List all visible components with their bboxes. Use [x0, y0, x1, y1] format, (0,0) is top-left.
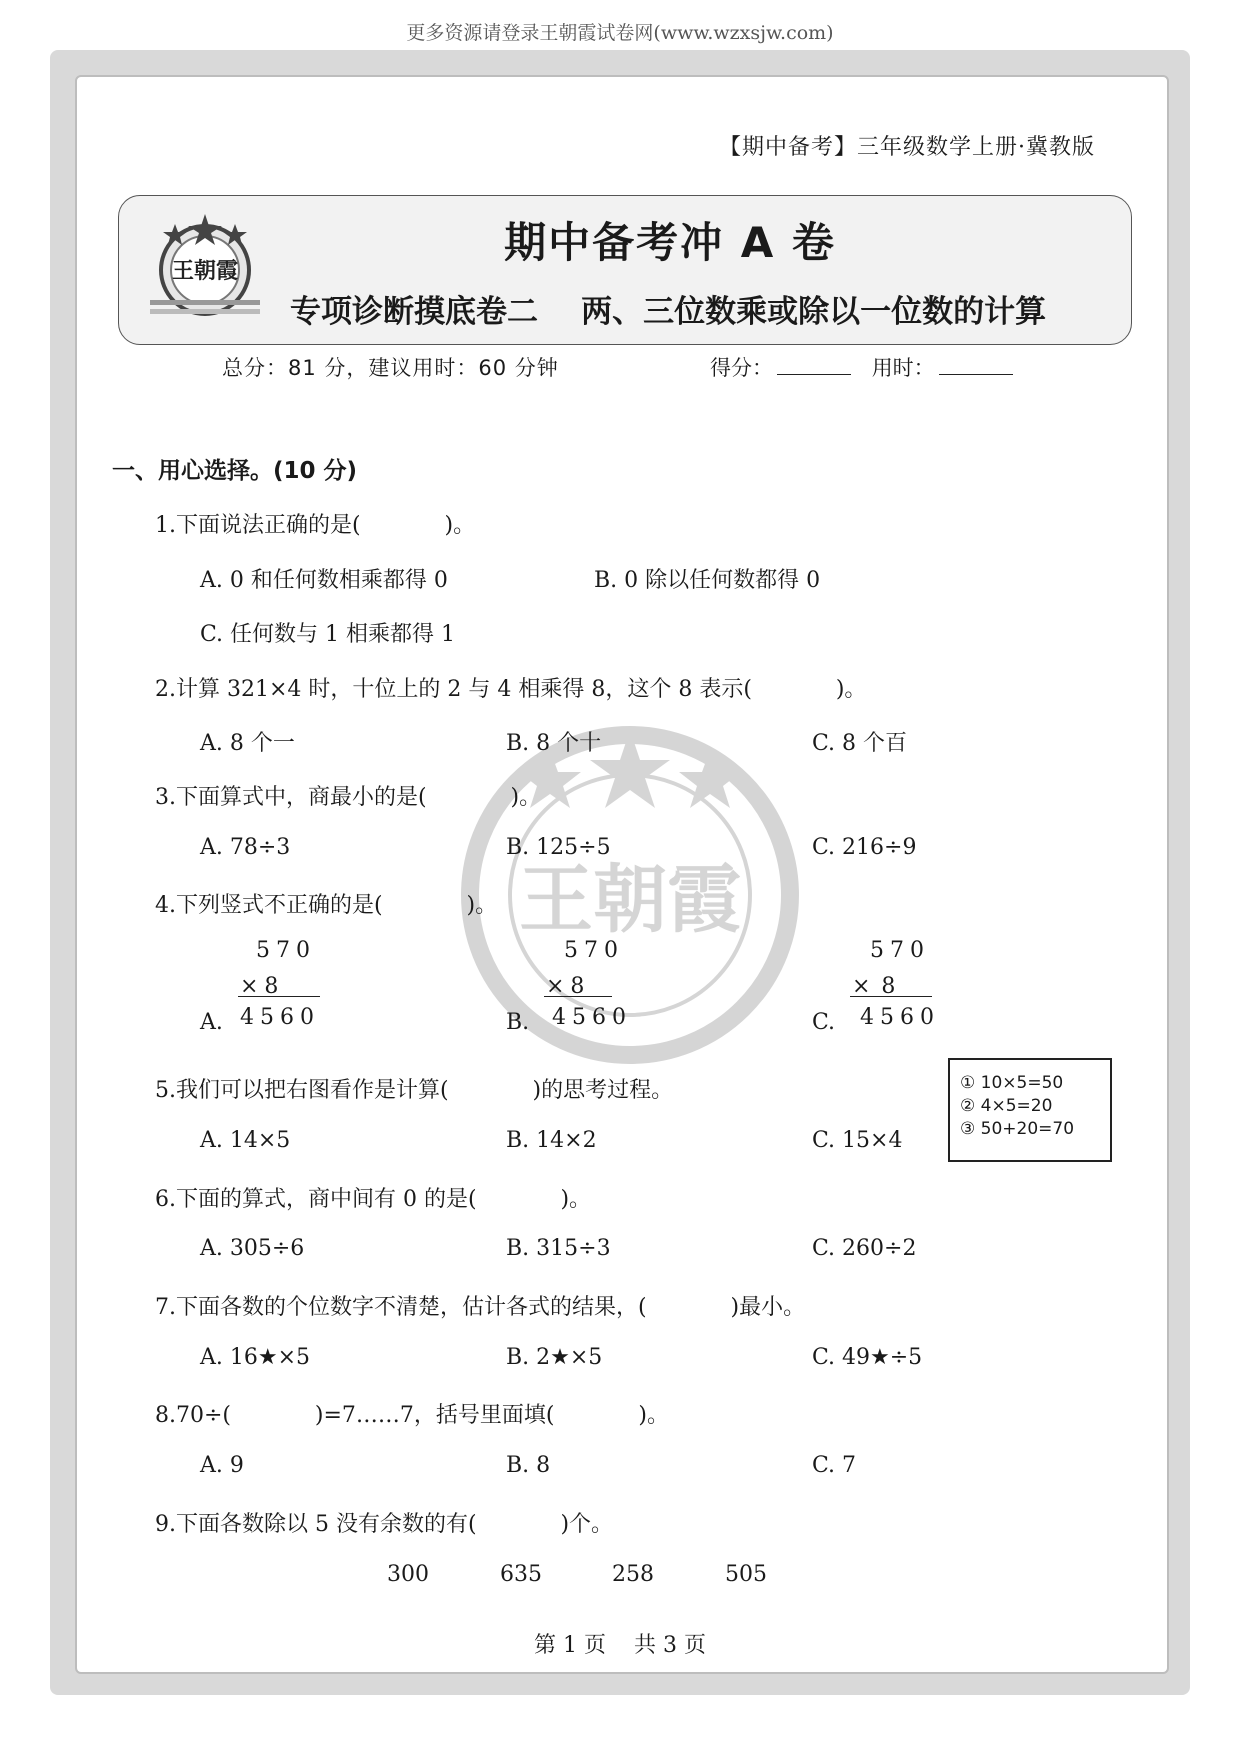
svg-text:王朝霞: 王朝霞	[519, 857, 741, 943]
hint-line: ① 10×5=50	[960, 1073, 1064, 1093]
option[interactable]: C. 15×4	[812, 1128, 903, 1153]
option[interactable]: A.	[200, 1010, 223, 1035]
time-label: 用时：	[871, 356, 935, 380]
vertical-multiplier: ×8	[240, 974, 285, 999]
option[interactable]: C.	[812, 1010, 836, 1035]
hint-line: ② 4×5=20	[960, 1096, 1053, 1116]
vertical-top: 570	[870, 938, 930, 963]
option[interactable]: A. 0 和任何数相乘都得 0	[200, 568, 448, 593]
option[interactable]: A. 14×5	[200, 1128, 291, 1153]
number-item: 300	[387, 1562, 429, 1587]
vertical-multiplier: ×8	[546, 974, 591, 999]
number-item: 505	[725, 1562, 767, 1587]
exam-info: 总分：81 分，建议用时：60 分钟	[222, 356, 559, 380]
question-stem: 3.下面算式中，商最小的是( )。	[155, 785, 542, 810]
vertical-line	[544, 996, 612, 997]
option[interactable]: B. 8	[506, 1453, 551, 1478]
thinking-process-box	[948, 1058, 1112, 1162]
option[interactable]: A. 16★×5	[200, 1345, 311, 1370]
score-label: 得分：	[710, 356, 773, 380]
subject-line: 【期中备考】三年级数学上册·冀教版	[719, 135, 1095, 160]
option[interactable]: B. 14×2	[506, 1128, 597, 1153]
option[interactable]: B. 8 个十	[506, 731, 602, 756]
exam-subtitle: 专项诊断摸底卷二 两、三位数乘或除以一位数的计算	[290, 294, 1047, 330]
svg-text:王朝霞: 王朝霞	[171, 258, 239, 284]
vertical-result: 4560	[240, 1005, 320, 1030]
question-stem: 9.下面各数除以 5 没有余数的有( )个。	[155, 1512, 614, 1537]
question-stem: 2.计算 321×4 时，十位上的 2 与 4 相乘得 8，这个 8 表示( )。	[155, 677, 867, 702]
vertical-line	[238, 996, 320, 997]
question-stem: 4.下列竖式不正确的是( )。	[155, 893, 498, 918]
option[interactable]: B. 315÷3	[506, 1236, 611, 1261]
number-item: 258	[612, 1562, 654, 1587]
question-stem: 1.下面说法正确的是( )。	[155, 513, 476, 538]
option[interactable]: A. 78÷3	[200, 835, 291, 860]
section-title: 一、用心选择。(10 分)	[112, 458, 358, 484]
option[interactable]: B. 125÷5	[506, 835, 611, 860]
site-note: 更多资源请登录王朝霞试卷网(www.wzxsjw.com)	[406, 22, 834, 44]
vertical-top: 570	[256, 938, 316, 963]
option[interactable]: C. 任何数与 1 相乘都得 1	[200, 622, 456, 647]
number-item: 635	[500, 1562, 542, 1587]
option[interactable]: C. 260÷2	[812, 1236, 917, 1261]
time-blank[interactable]	[939, 354, 1013, 375]
hint-line: ③ 50+20=70	[960, 1119, 1075, 1139]
option[interactable]: C. 8 个百	[812, 731, 908, 756]
option[interactable]: C. 216÷9	[812, 835, 917, 860]
option[interactable]: A. 305÷6	[200, 1236, 305, 1261]
question-stem: 8.70÷( )=7……7，括号里面填( )。	[155, 1403, 670, 1428]
score-time-fields	[710, 352, 1027, 382]
exam-title: 期中备考冲 A 卷	[504, 218, 836, 267]
score-blank[interactable]	[777, 354, 851, 375]
question-stem: 6.下面的算式，商中间有 0 的是( )。	[155, 1187, 592, 1212]
vertical-result: 4560	[860, 1005, 940, 1030]
vertical-line	[850, 996, 932, 997]
vertical-multiplier: × 8	[852, 974, 898, 999]
question-stem: 5.我们可以把右图看作是计算( )的思考过程。	[155, 1078, 674, 1103]
question-stem: 7.下面各数的个位数字不清楚，估计各式的结果，( )最小。	[155, 1295, 806, 1320]
vertical-result: 4560	[552, 1005, 632, 1030]
option[interactable]: A. 9	[200, 1453, 244, 1478]
option[interactable]: C. 7	[812, 1453, 857, 1478]
page-footer: 第 1 页 共 3 页	[534, 1633, 706, 1658]
option[interactable]: B. 0 除以任何数都得 0	[594, 568, 821, 593]
option[interactable]: A. 8 个一	[200, 731, 295, 756]
option[interactable]: B.	[506, 1010, 530, 1035]
option[interactable]: B. 2★×5	[506, 1345, 603, 1370]
option[interactable]: C. 49★÷5	[812, 1345, 923, 1370]
vertical-top: 570	[564, 938, 624, 963]
